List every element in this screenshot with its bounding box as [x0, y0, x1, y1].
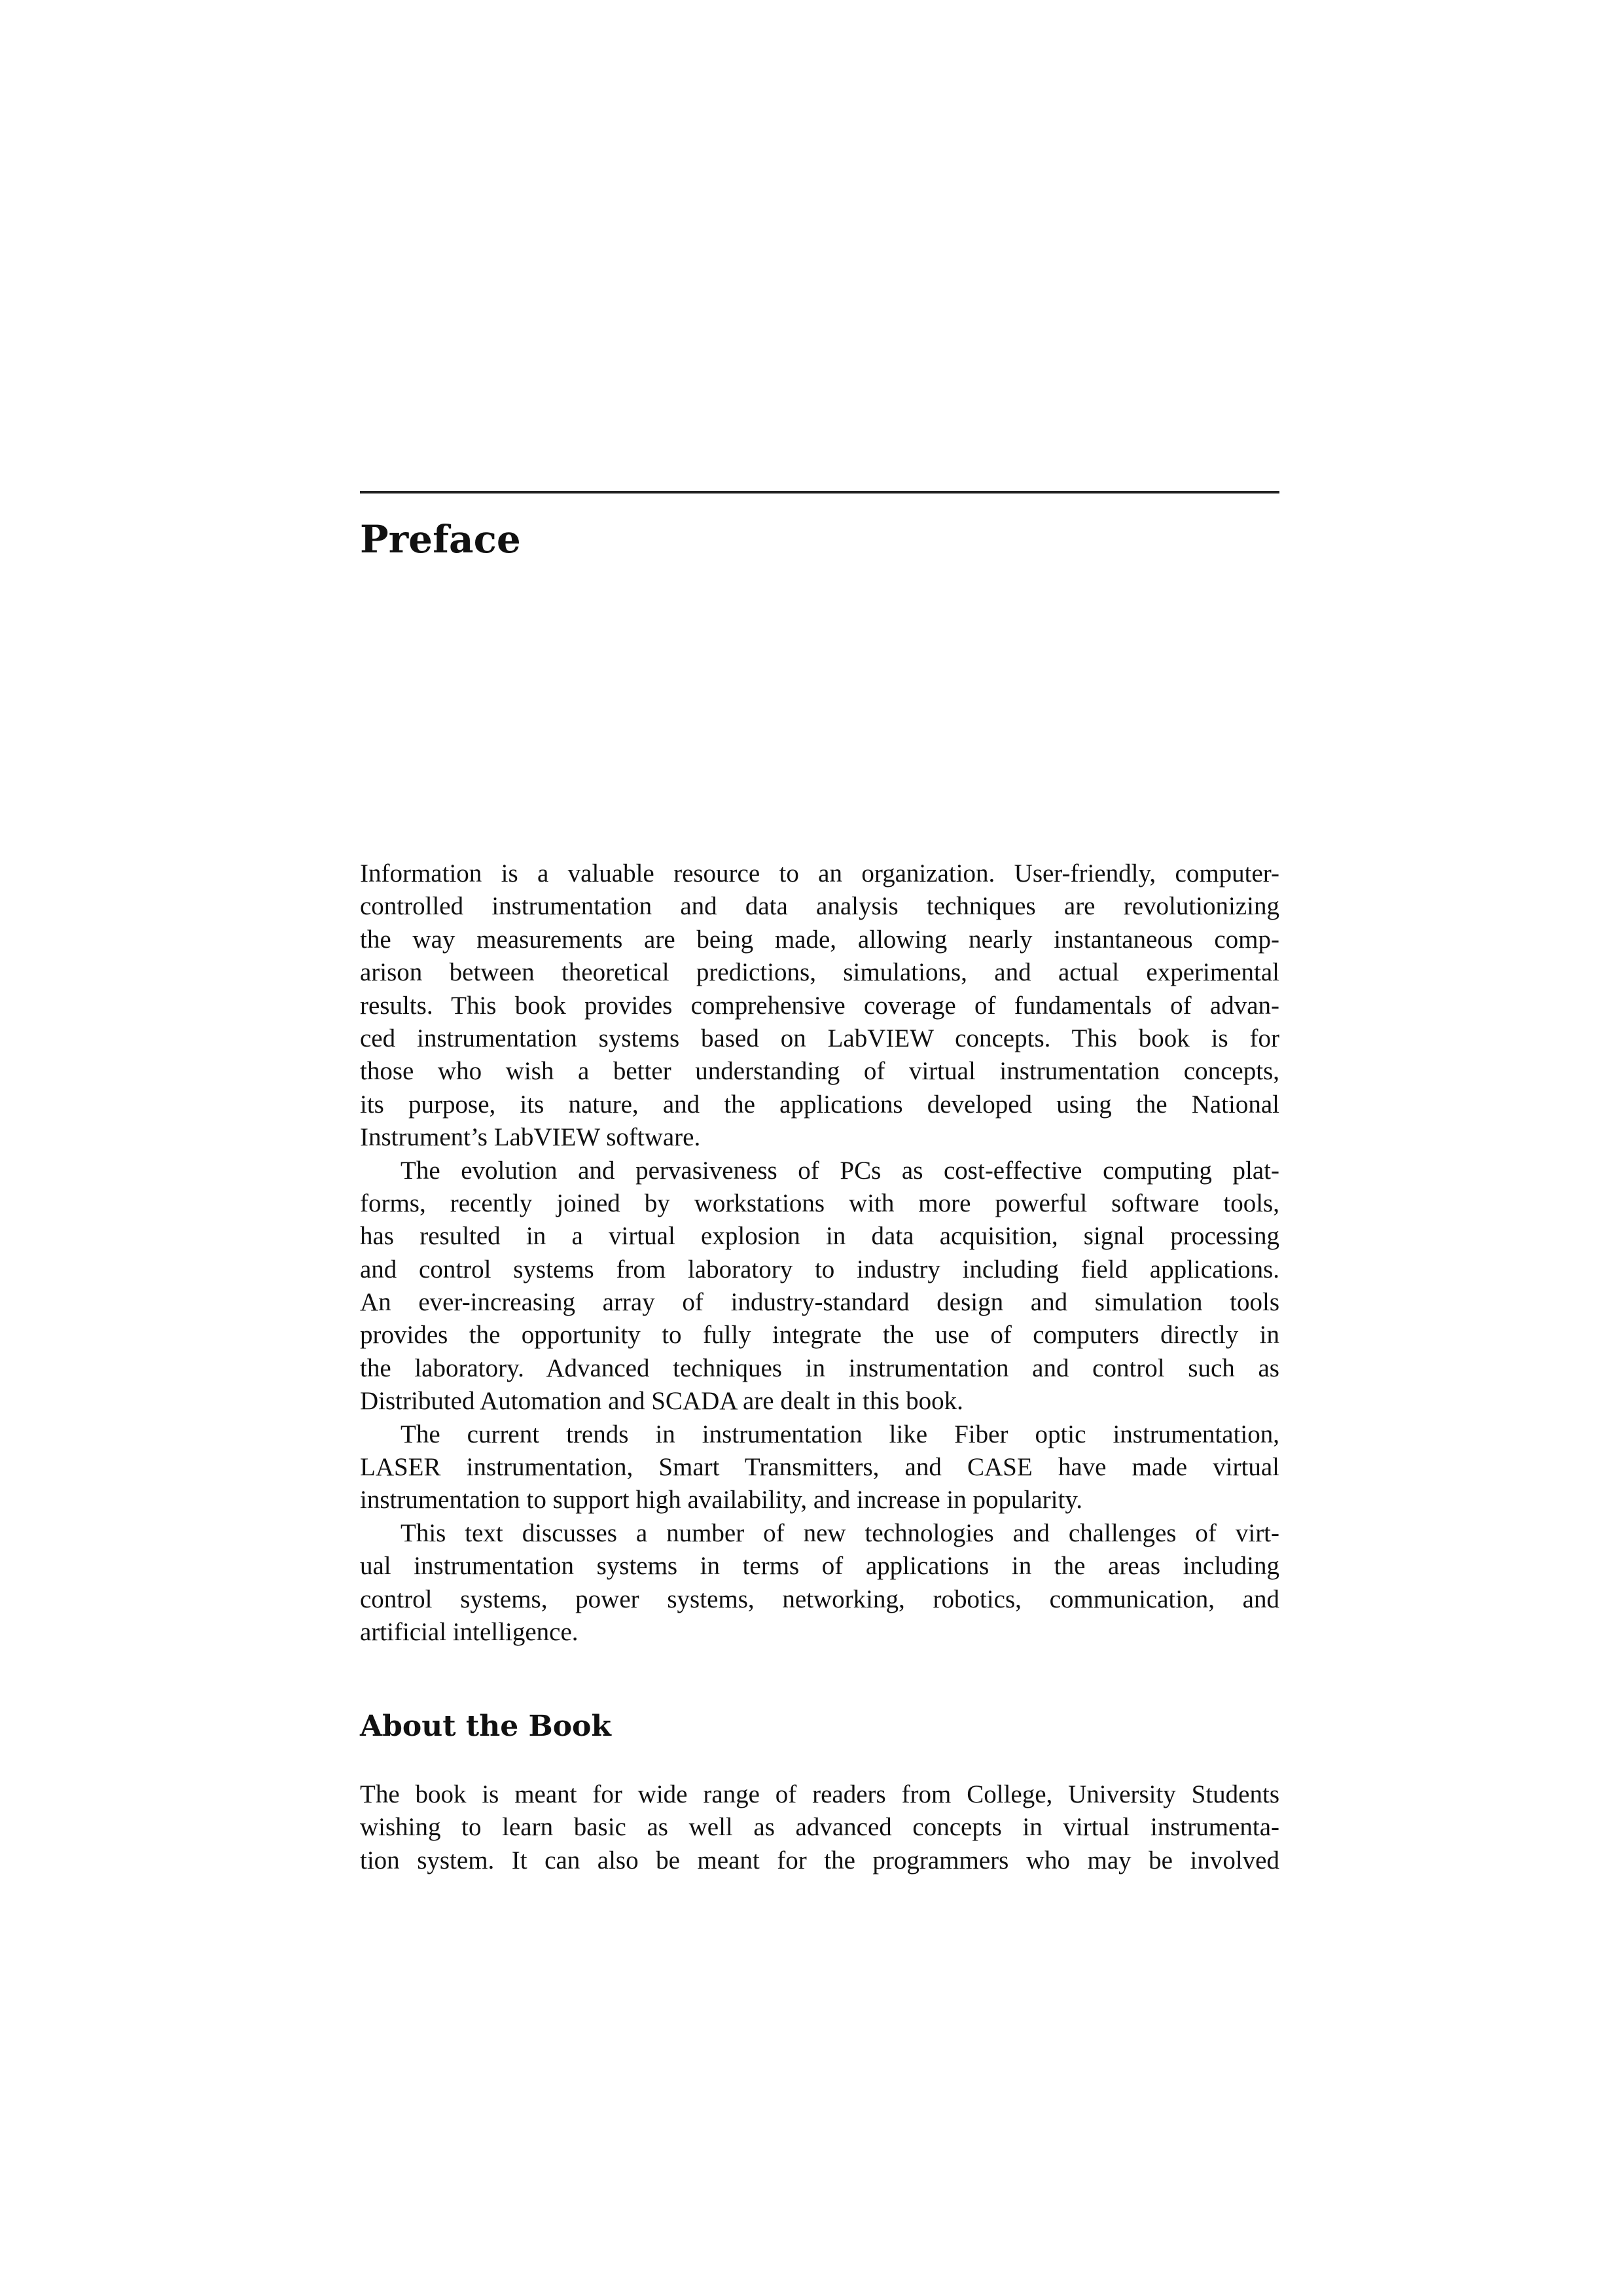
text-line: and control systems from laboratory to industry including field applications. — [360, 1255, 1279, 1283]
text-line: forms, recently joined by workstations with more powerful software tools, — [360, 1189, 1279, 1217]
text-line: Instrument’s LabVIEW software. — [360, 1123, 701, 1152]
text-line: The current trends in instrumentation like Fiber optic instrumentation, — [401, 1420, 1279, 1448]
text-line: its purpose, its nature, and the applications developed using the National — [360, 1090, 1279, 1119]
text-line: Distributed Automation and SCADA are dealt in this book. — [360, 1387, 963, 1416]
text-line: This text discusses a number of new technologies and challenges of virt- — [401, 1518, 1279, 1547]
text-line: provides the opportunity to fully integrate the use of computers directly in — [360, 1321, 1279, 1350]
text-line: controlled instrumentation and data analysis techniques are revolutionizing — [360, 892, 1279, 921]
text-line: those who wish a better understanding of virtual instrumentation concepts, — [360, 1057, 1279, 1086]
text-line: artificial intelligence. — [360, 1617, 579, 1646]
text-line: the laboratory. Advanced techniques in instrumentation and control such as — [360, 1354, 1279, 1382]
text-line: tion system. It can also be meant for the programmers who may be involved — [360, 1846, 1279, 1874]
text-line: control systems, power systems, networking, robotics, communication, and — [360, 1585, 1279, 1613]
text-line: instrumentation to support high availability, and increase in popularity. — [360, 1486, 1083, 1515]
text-line: arison between theoretical predictions, simulations, and actual experimental — [360, 958, 1279, 987]
page-title: Preface — [360, 517, 521, 562]
about-body — [360, 1778, 1279, 1877]
text-line: results. This book provides comprehensive coverage of fundamentals of advan- — [360, 991, 1279, 1020]
text-line: An ever-increasing array of industry-standard design and simulation tools — [360, 1288, 1279, 1317]
text-line: Information is a valuable resource to an organization. User-friendly, computer- — [360, 859, 1279, 888]
text-line: LASER instrumentation, Smart Transmitters, and CASE have made virtual — [360, 1453, 1279, 1482]
section-heading-about: About the Book — [360, 1710, 611, 1743]
text-line: The book is meant for wide range of readers from College, University Students — [360, 1780, 1279, 1808]
text-line: The evolution and pervasiveness of PCs as cost-effective computing plat- — [401, 1156, 1279, 1185]
preface-body — [360, 857, 1279, 1649]
text-line: ual instrumentation systems in terms of applications in the areas including — [360, 1552, 1279, 1581]
text-line: wishing to learn basic as well as advanced concepts in virtual instrumenta- — [360, 1813, 1279, 1842]
text-line: has resulted in a virtual explosion in data acquisition, signal processing — [360, 1222, 1279, 1251]
text-line: the way measurements are being made, allowing nearly instantaneous comp- — [360, 925, 1279, 954]
header-rule — [360, 491, 1279, 493]
text-line: ced instrumentation systems based on LabVIEW concepts. This book is for — [360, 1024, 1279, 1052]
